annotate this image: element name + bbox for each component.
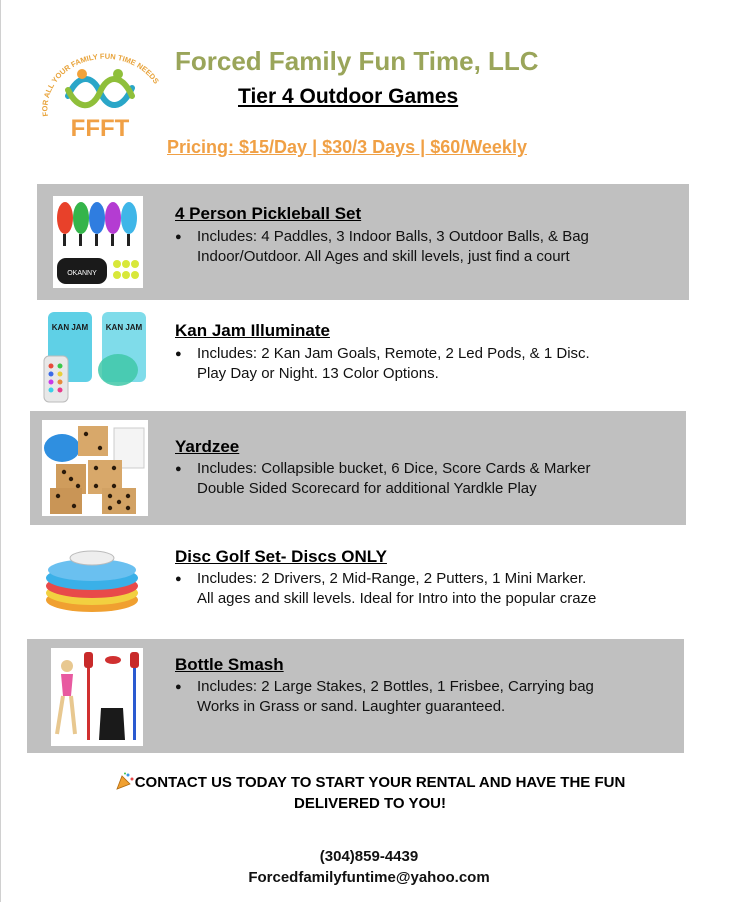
description-line: Includes: 2 Large Stakes, 2 Bottles, 1 Frisbee, Carrying bag — [197, 678, 594, 695]
bullet-icon: ● — [175, 573, 182, 585]
product-description — [175, 344, 590, 384]
page-border — [0, 0, 1, 902]
description-line: Works in Grass or sand. Laughter guaranteed. — [197, 698, 506, 715]
cta-line-2: DELIVERED TO YOU! — [294, 795, 446, 812]
bottle-smash-image — [51, 648, 143, 746]
logo-text: FFFT — [70, 115, 130, 142]
yardzee-image — [42, 420, 148, 516]
bullet-icon: ● — [175, 348, 182, 360]
product-title: 4 Person Pickleball Set — [175, 204, 362, 223]
product-title: Bottle Smash — [175, 655, 284, 674]
cta-line-1: CONTACT US TODAY TO START YOUR RENTAL AND HAVE THE FUN — [134, 774, 626, 791]
product-row-bottle-smash — [27, 639, 684, 753]
product-row-disc-golf — [30, 530, 689, 636]
call-to-action — [60, 772, 680, 814]
email-address: Forcedfamilyfuntime@yahoo.com — [248, 869, 490, 886]
logo-ring-text: FOR ALL YOUR FAMILY FUN TIME NEEDS — [40, 51, 161, 117]
description-line: Double Sided Scorecard for additional Yardkle Play — [197, 480, 537, 497]
disc-golf-image — [40, 538, 144, 624]
product-title: Kan Jam Illuminate — [175, 321, 330, 340]
ffft-logo — [30, 44, 170, 144]
product-row-kan-jam — [30, 304, 689, 408]
phone-number: (304)859-4439 — [319, 848, 419, 865]
description-line: Indoor/Outdoor. All Ages and skill levels, just find a court — [197, 248, 570, 265]
description-line: Includes: 4 Paddles, 3 Indoor Balls, 3 Outdoor Balls, & Bag — [197, 228, 589, 245]
pricing-line: Pricing: $15/Day | $30/3 Days | $60/Weekly — [167, 137, 527, 157]
description-line: Includes: 2 Kan Jam Goals, Remote, 2 Led Pods, & 1 Disc. — [197, 345, 590, 362]
description-line: Play Day or Night. 13 Color Options. — [197, 365, 439, 382]
product-description — [175, 569, 596, 609]
party-popper-icon — [115, 772, 135, 790]
bullet-icon: ● — [175, 463, 182, 475]
tier-title: Tier 4 Outdoor Games — [238, 85, 459, 108]
product-description — [175, 227, 589, 267]
description-line: Includes: 2 Drivers, 2 Mid-Range, 2 Putters, 1 Mini Marker. — [197, 570, 587, 587]
product-title: Disc Golf Set- Discs ONLY — [175, 547, 387, 566]
kan-jam-image — [40, 308, 160, 406]
kan-jam-goal-label: KAN JAM — [105, 323, 143, 332]
description-line: All ages and skill levels. Ideal for Intro into the popular craze — [197, 590, 597, 607]
product-row-yardzee — [30, 411, 686, 525]
pickleball-bag-label: OKANNY — [67, 270, 97, 277]
product-title: Yardzee — [175, 437, 240, 456]
svg-text:FOR ALL YOUR FAMILY FUN TIME N — [40, 52, 160, 117]
product-row-pickleball — [37, 184, 689, 300]
bullet-icon: ● — [175, 681, 182, 693]
description-line: Includes: Collapsible bucket, 6 Dice, Score Cards & Marker — [197, 460, 591, 477]
kan-jam-goal-label: KAN JAM — [51, 323, 89, 332]
company-name: Forced Family Fun Time, LLC — [175, 46, 539, 76]
bullet-icon: ● — [175, 231, 182, 243]
pickleball-set-image — [53, 196, 143, 288]
product-description — [175, 677, 594, 717]
product-description — [175, 459, 591, 499]
